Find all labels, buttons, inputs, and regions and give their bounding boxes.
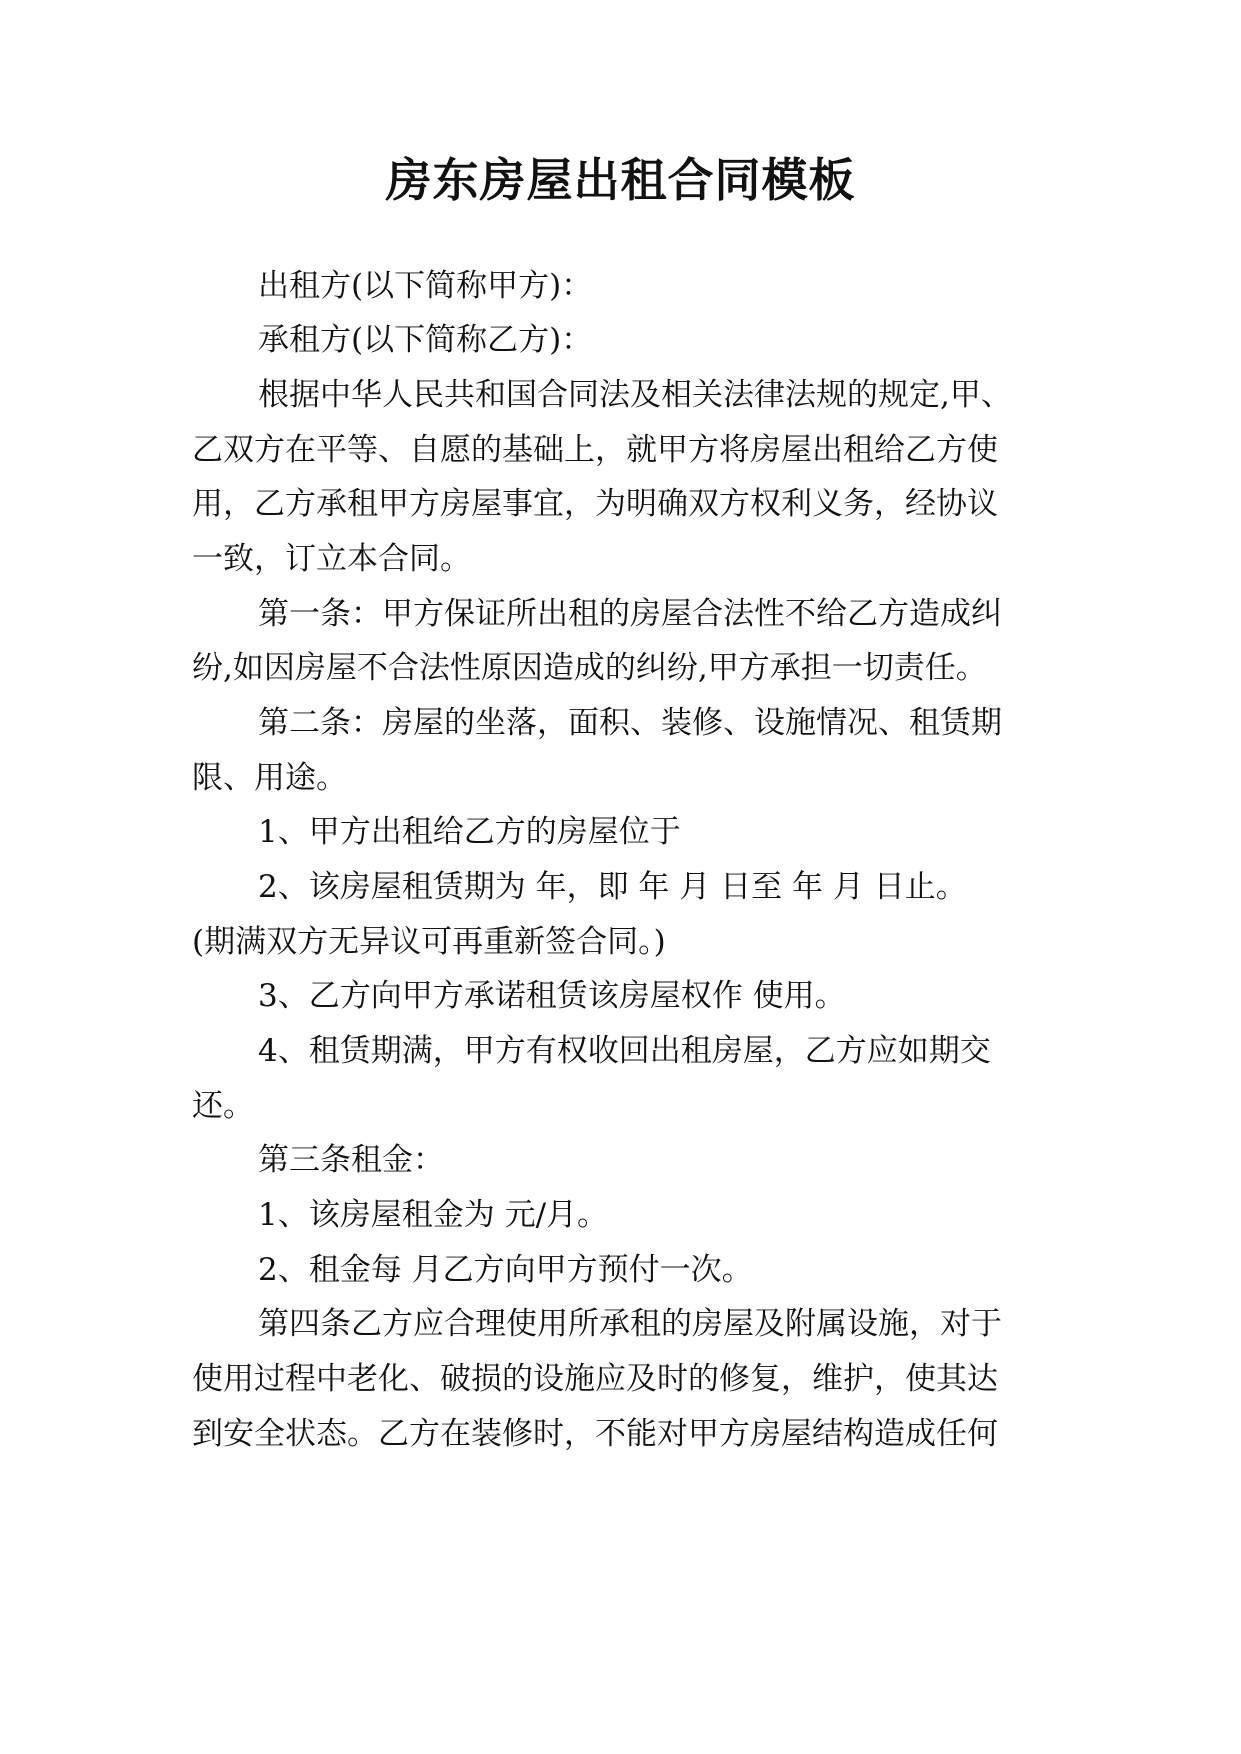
paragraph-line: 第四条乙方应合理使用所承租的房屋及附属设施，对于 bbox=[258, 1306, 1002, 1342]
paragraph-line: 第三条租金： bbox=[258, 1142, 444, 1178]
paragraph-line: 出租方(以下简称甲方)： bbox=[258, 268, 593, 304]
paragraph-line: 第一条：甲方保证所出租的房屋合法性不给乙方造成纠 bbox=[258, 596, 1002, 632]
paragraph-line: (期满双方无异议可再重新签合同。) bbox=[192, 924, 666, 960]
paragraph-line: 纷,如因房屋不合法性原因造成的纠纷,甲方承担一切责任。 bbox=[192, 650, 987, 686]
paragraph-line: 根据中华人民共和国合同法及相关法律法规的规定,甲、 bbox=[258, 377, 1012, 413]
paragraph-line: 使用过程中老化、破损的设施应及时的修复，维护，使其达 bbox=[192, 1361, 998, 1397]
document-title: 房东房屋出租合同模板 bbox=[385, 153, 856, 207]
paragraph-line: 用，乙方承租甲方房屋事宜，为明确双方权利义务，经协议 bbox=[192, 486, 998, 522]
paragraph-line: 第二条：房屋的坐落，面积、装修、设施情况、租赁期 bbox=[258, 705, 1002, 741]
paragraph-line: 2、租金每 月乙方向甲方预付一次。 bbox=[258, 1252, 753, 1288]
paragraph-line: 1、该房屋租金为 元/月。 bbox=[258, 1197, 609, 1233]
paragraph-line: 乙双方在平等、自愿的基础上，就甲方将房屋出租给乙方使 bbox=[192, 432, 998, 468]
paragraph-line: 4、租赁期满，甲方有权收回出租房屋，乙方应如期交 bbox=[258, 1033, 991, 1069]
paragraph-line: 2、该房屋租赁期为 年，即 年 月 日至 年 月 日止。 bbox=[258, 869, 967, 905]
paragraph-line: 3、乙方向甲方承诺租赁该房屋权作 使用。 bbox=[258, 978, 846, 1014]
paragraph-line: 1、甲方出租给乙方的房屋位于 bbox=[258, 814, 681, 850]
paragraph-line: 到安全状态。乙方在装修时，不能对甲方房屋结构造成任何 bbox=[192, 1416, 998, 1452]
paragraph-line: 承租方(以下简称乙方)： bbox=[258, 322, 593, 358]
paragraph-line: 限、用途。 bbox=[192, 760, 347, 796]
paragraph-line: 一致，订立本合同。 bbox=[192, 541, 471, 577]
paragraph-line: 还。 bbox=[192, 1088, 254, 1124]
